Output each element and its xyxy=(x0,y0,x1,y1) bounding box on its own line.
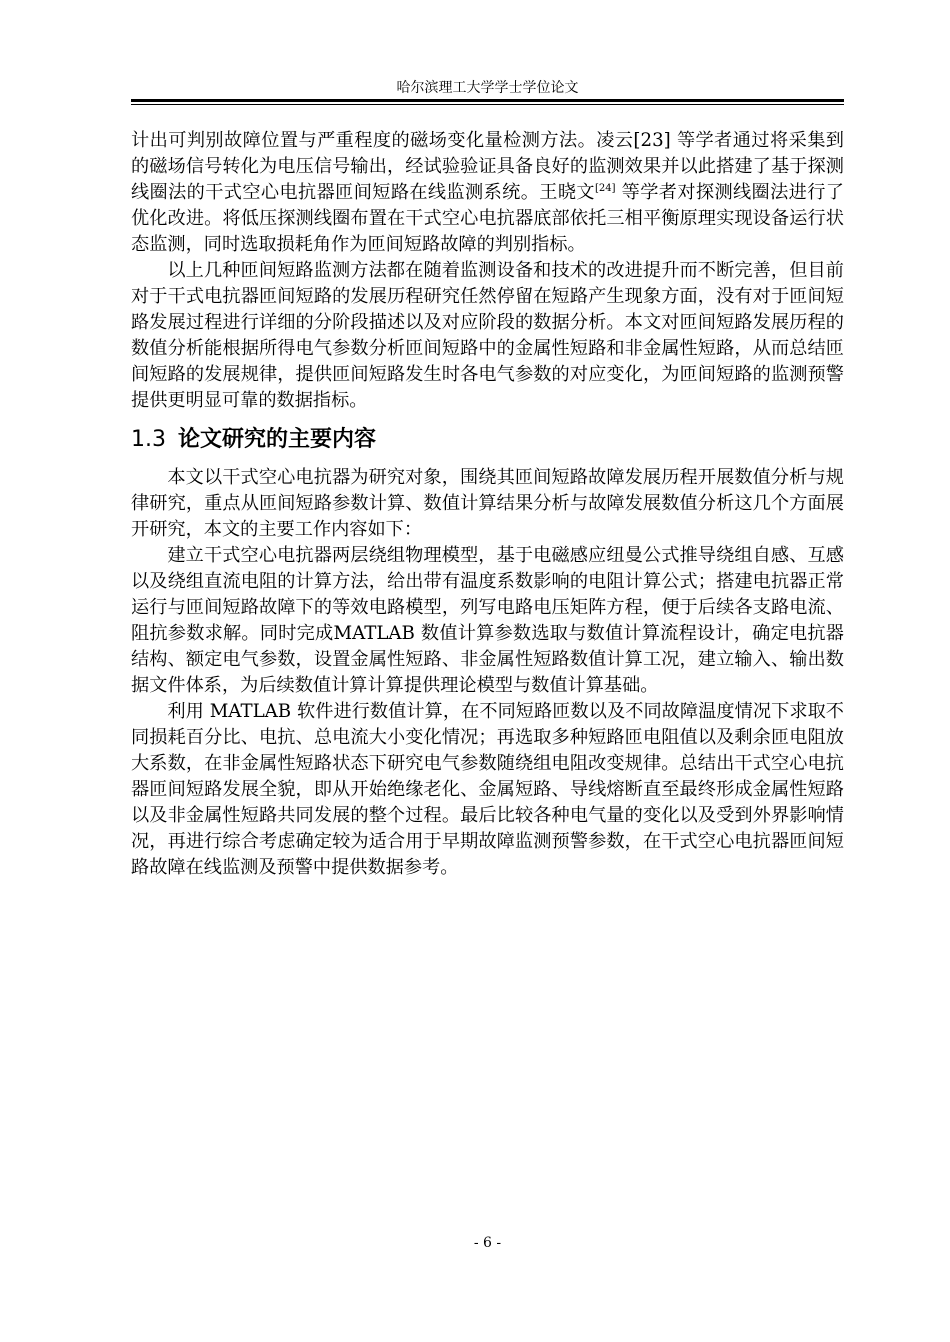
paragraph-4: 建立干式空心电抗器两层绕组物理模型，基于电磁感应纽曼公式推导绕组自感、互感以及绕组直流电阻的计算方法，给出带有温度系数影响的电阻计算公式；搭建电抗器正常运行与匝间短路故障下的等效电路模型，列写电路电压矩阵方程，便于后续各支路电流、阻抗参数求解。同时完成MATLAB 数值计算参数选取与数值计算流程设计，确定电抗器结构、额定电气参数，设置金属性短路、非金属性短路数值计算工况，建立输入、输出数据文件体系，为后续数值计算计算提供理论模型与数值计算基础。 xyxy=(131,545,844,696)
paragraph-2: 以上几种匝间短路监测方法都在随着监测设备和技术的改进提升而不断完善，但目前对于干式电抗器匝间短路的发展历程研究任然停留在短路产生现象方面，没有对于匝间短路发展过程进行详细的分阶段描述以及对应阶段的数据分析。本文对匝间短路发展历程的数值分析能根据所得电气参数分析匝间短路中的金属性短路和非金属性短路，从而总结匝间短路的发展规律，提供匝间短路发生时各电气参数的对应变化，为匝间短路的监测预警提供更明显可靠的数据指标。 xyxy=(131,260,844,411)
page-number: - 6 - xyxy=(473,1235,502,1251)
section-number: 1.3 xyxy=(131,427,166,452)
running-header: 哈尔滨理工大学学士学位论文 xyxy=(396,80,579,96)
header-rule-thin xyxy=(131,104,844,105)
paragraph-1: 计出可判别故障位置与严重程度的磁场变化量检测方法。凌云[23] 等学者通过将采集到的磁场信号转化为电压信号输出，经试验验证具备良好的监测效果并以此搭建了基于探测线圈法的干式空心电抗器匝间短路在线监测系统。王晓文[24] 等学者对探测线圈法进行了优化改进。将低压探测线圈布置在干式空心电抗器底部依托三相平衡原理实现设备运行状态监测，同时选取损耗角作为匝间短路故障的判别指标。 xyxy=(131,130,844,255)
paragraph-3: 本文以干式空心电抗器为研究对象，围绕其匝间短路故障发展历程开展数值分析与规律研究，重点从匝间短路参数计算、数值计算结果分析与故障发展数值分析这几个方面展开研究，本文的主要工作内容如下： xyxy=(131,467,844,540)
header-rule-thick xyxy=(131,99,844,102)
section-heading xyxy=(131,424,844,455)
paragraph-5: 利用 MATLAB 软件进行数值计算，在不同短路匝数以及不同故障温度情况下求取不同损耗百分比、电抗、总电流大小变化情况；再选取多种短路匝电阻值以及剩余匝电阻放大系数，在非金属性短路状态下研究电气参数随绕组电阻改变规律。总结出干式空心电抗器匝间短路发展全貌，即从开始绝缘老化、金属短路、导线熔断直至最终形成金属性短路以及非金属性短路共同发展的整个过程。最后比较各种电气量的变化以及受到外界影响情况，再进行综合考虑确定较为适合用于早期故障监测预警参数，在干式空心电抗器匝间短路故障在线监测及预警中提供数据参考。 xyxy=(131,701,844,878)
citation-superscript: [24] xyxy=(594,183,616,194)
body-text xyxy=(131,128,844,881)
section-title: 论文研究的主要内容 xyxy=(178,427,377,452)
